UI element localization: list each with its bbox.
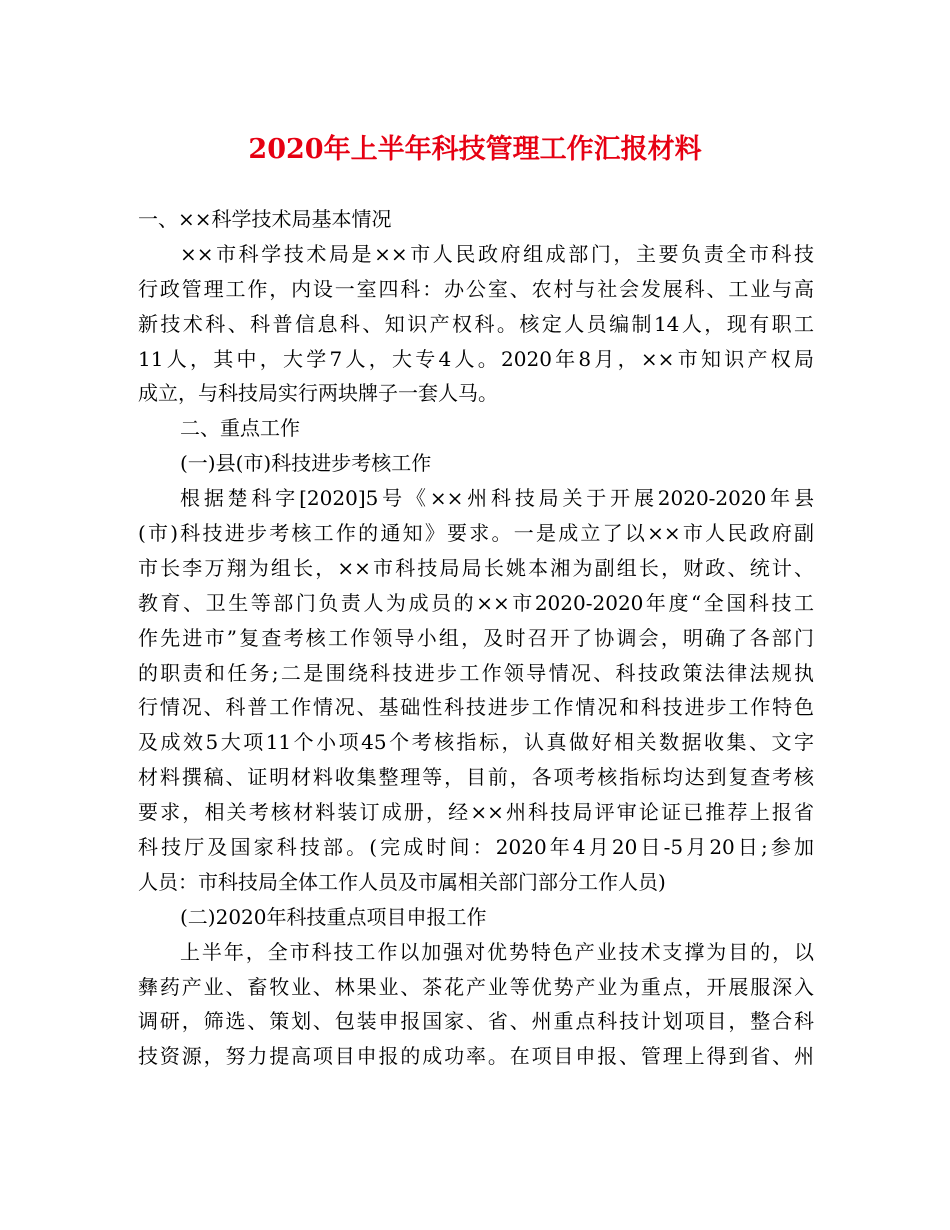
paragraph-line: (市)科技进步考核工作的通知》要求。一是成立了以××市人民政府副 bbox=[138, 521, 814, 546]
paragraph-line: 要求，相关考核材料装订成册，经××州科技局评审论证已推荐上报省 bbox=[138, 800, 814, 825]
paragraph-line: 行政管理工作，内设一室四科：办公室、农村与社会发展科、工业与高 bbox=[138, 276, 814, 301]
paragraph-line: 市长李万翔为组长，××市科技局局长姚本湘为副组长，财政、统计、 bbox=[138, 555, 814, 580]
document-title: 2020年上半年科技管理工作汇报材料 bbox=[248, 134, 702, 165]
paragraph-line: 行情况、科普工作情况、基础性科技进步工作情况和科技进步工作特色 bbox=[138, 695, 814, 720]
paragraph-line: 调研，筛选、策划、包装申报国家、省、州重点科技计划项目，整合科 bbox=[138, 1009, 814, 1034]
paragraph-line: 作先进市”复查考核工作领导小组，及时召开了协调会，明确了各部门 bbox=[138, 625, 814, 650]
section-heading: 一、××科学技术局基本情况 bbox=[138, 207, 392, 231]
section-heading: (一)县(市)科技进步考核工作 bbox=[180, 451, 432, 476]
paragraph-line: 根据楚科字[2020]5号《××州科技局关于开展2020-2020年县 bbox=[180, 486, 814, 511]
paragraph-line: ××市科学技术局是××市人民政府组成部门，主要负责全市科技 bbox=[180, 241, 814, 266]
paragraph-line: 科技厅及国家科技部。(完成时间：2020年4月20日-5月20日;参加 bbox=[138, 835, 814, 860]
section-heading: (二)2020年科技重点项目申报工作 bbox=[180, 904, 487, 929]
paragraph-line: 材料撰稿、证明材料收集整理等，目前，各项考核指标均达到复查考核 bbox=[138, 765, 814, 790]
paragraph-line: 11人，其中，大学7人，大专4人。2020年8月，××市知识产权局 bbox=[138, 346, 814, 371]
paragraph-line: 及成效5大项11个小项45个考核指标，认真做好相关数据收集、文字 bbox=[138, 730, 814, 755]
document-body bbox=[138, 202, 814, 1074]
section-heading: 二、重点工作 bbox=[180, 416, 300, 441]
paragraph-line: 教育、卫生等部门负责人为成员的××市2020-2020年度“全国科技工 bbox=[138, 590, 814, 615]
paragraph-line: 彝药产业、畜牧业、林果业、茶花产业等优势产业为重点，开展服深入 bbox=[138, 974, 814, 999]
paragraph-line: 成立，与科技局实行两块牌子一套人马。 bbox=[138, 381, 498, 406]
paragraph-line: 技资源，努力提高项目申报的成功率。在项目申报、管理上得到省、州 bbox=[138, 1044, 814, 1069]
paragraph-line: 的职责和任务;二是围绕科技进步工作领导情况、科技政策法律法规执 bbox=[138, 660, 814, 685]
paragraph-line: 新技术科、科普信息科、知识产权科。核定人员编制14人，现有职工 bbox=[138, 311, 814, 336]
paragraph-line: 人员：市科技局全体工作人员及市属相关部门部分工作人员) bbox=[138, 869, 666, 894]
paragraph-line: 上半年，全市科技工作以加强对优势特色产业技术支撑为目的，以 bbox=[180, 939, 814, 964]
